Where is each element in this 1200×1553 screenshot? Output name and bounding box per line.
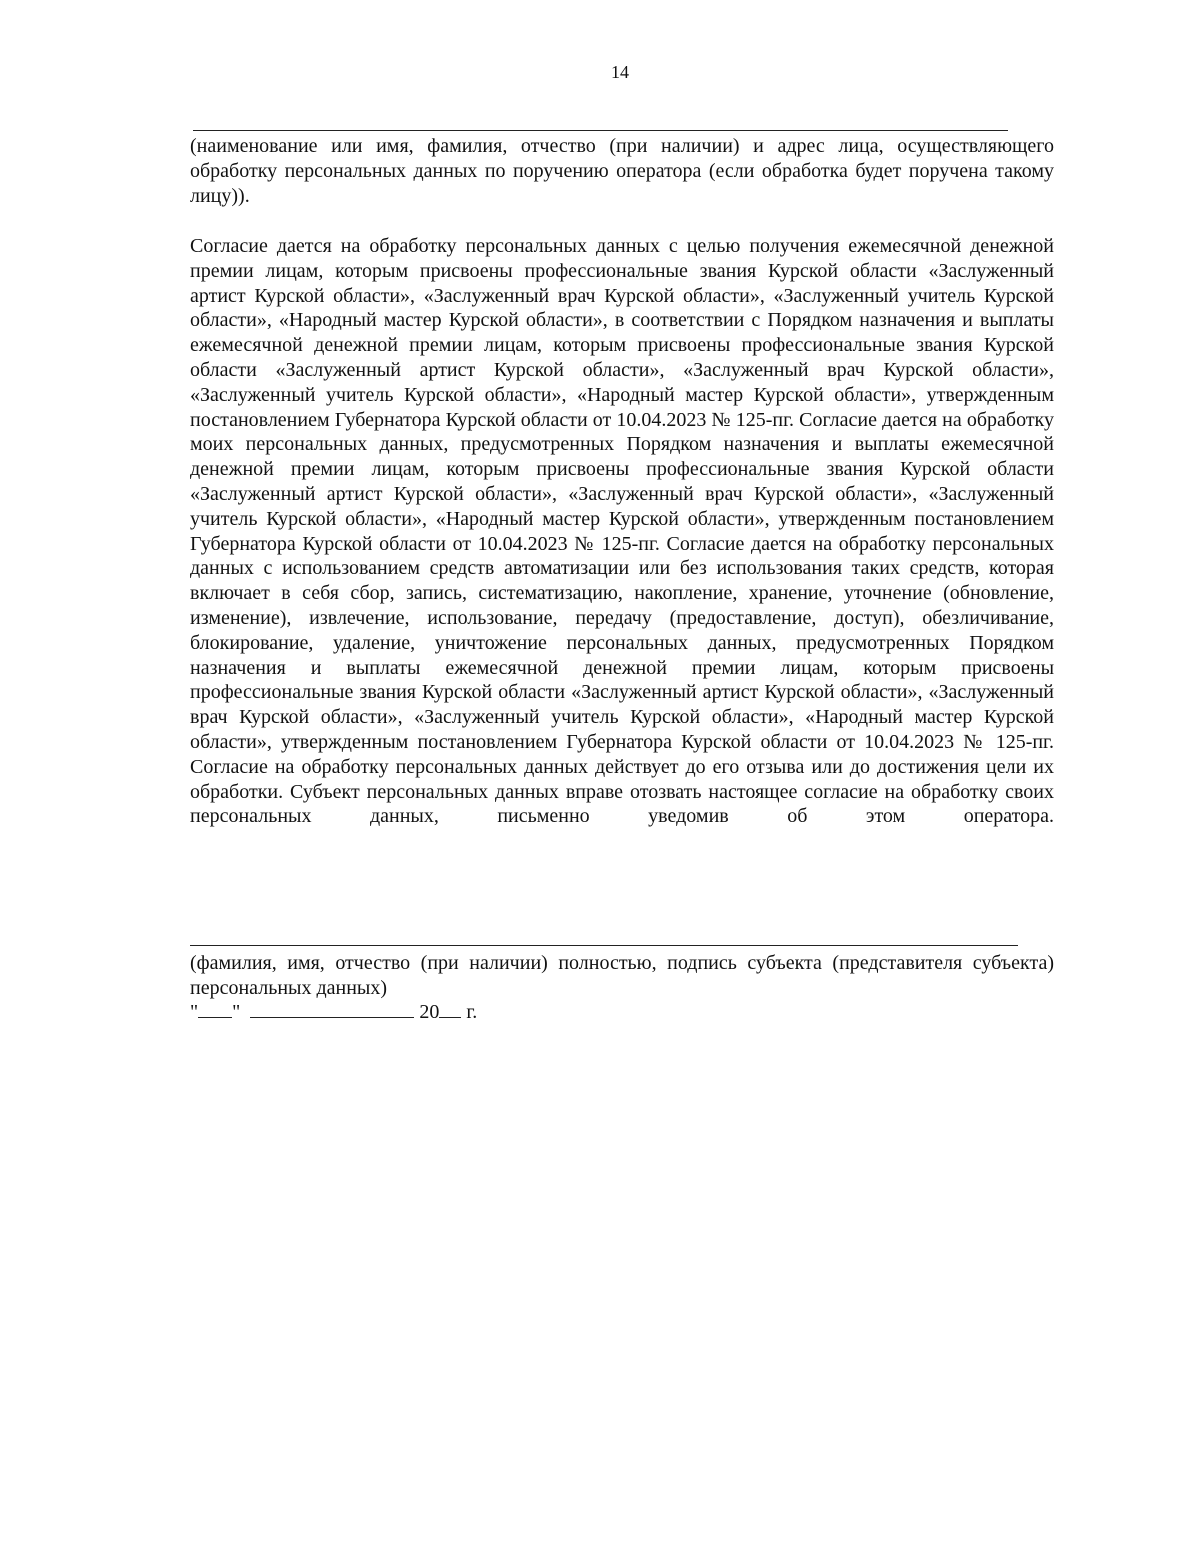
signature-caption: (фамилия, имя, отчество (при наличии) полностью, подпись субъекта (представителя субъекта) персональных данных) — [190, 952, 1054, 999]
date-month-blank — [250, 1001, 414, 1018]
date-day-blank — [198, 1001, 232, 1018]
date-quote-open: " — [190, 1001, 199, 1023]
page-number: 14 — [611, 62, 629, 82]
operator-caption: (наименование или имя, фамилия, отчество (при наличии) и адрес лица, осуществляющего обработку персональных данных по поручению оператора (если обработка будет поручена такому лицу)). — [190, 135, 1054, 207]
date-line — [190, 1000, 477, 1025]
date-year-suffix: г. — [466, 1001, 478, 1023]
operator-name-line — [193, 130, 1008, 131]
date-year-blank — [439, 1001, 461, 1018]
date-century: 20 — [419, 1001, 440, 1023]
date-quote-close: " — [232, 1001, 241, 1023]
consent-paragraph: Согласие дается на обработку персональных данных с целью получения ежемесячной денежной премии лицам, которым присвоены профессиональные звания Курской области «Заслуженный артист Курской области», «Заслуженный врач Курской области», «Заслуженный учитель Курской области», «Народный мастер Курской области», в соответствии с Порядком назначения и выплаты ежемесячной денежной премии лицам, которым присвоены профессиональные звания Курской области «Заслуженный артист Курской области», «Заслуженный врач Курской области», «Заслуженный учитель Курской области», «Народный мастер Курской области», утвержденным постановлением Губернатора Курской области от 10.04.2023 № 125-пг. Согласие дается на обработку моих персональных данных, предусмотренных Порядком назначения и выплаты ежемесячной денежной премии лицам, которым присвоены профессиональные звания Курской области «Заслуженный артист Курской области», «Заслуженный врач Курской области», «Заслуженный учитель Курской области», «Народный мастер Курской области», утвержденным постановлением Губернатора Курской области от 10.04.2023 № 125-пг. Согласие дается на обработку персональных данных с использованием средств автоматизации или без использования таких средств, которая включает в себя сбор, запись, систематизацию, накопление, хранение, уточнение (обновление, изменение), извлечение, использование, передачу (предоставление, доступ), обезличивание, блокирование, удаление, уничтожение персональных данных, предусмотренных Порядком назначения и выплаты ежемесячной денежной премии лицам, которым присвоены профессиональные звания Курской области «Заслуженный артист Курской области», «Заслуженный врач Курской области», «Заслуженный учитель Курской области», «Народный мастер Курской области», утвержденным постановлением Губернатора Курской области от 10.04.2023 № 125-пг. Согласие на обработку персональных данных действует до его отзыва или до достижения цели их обработки. Субъект персональных данных вправе отозвать настоящее согласие на обработку своих персональных данных, письменно уведомив об этом оператора. — [190, 235, 1054, 828]
signature-line — [190, 945, 1018, 946]
